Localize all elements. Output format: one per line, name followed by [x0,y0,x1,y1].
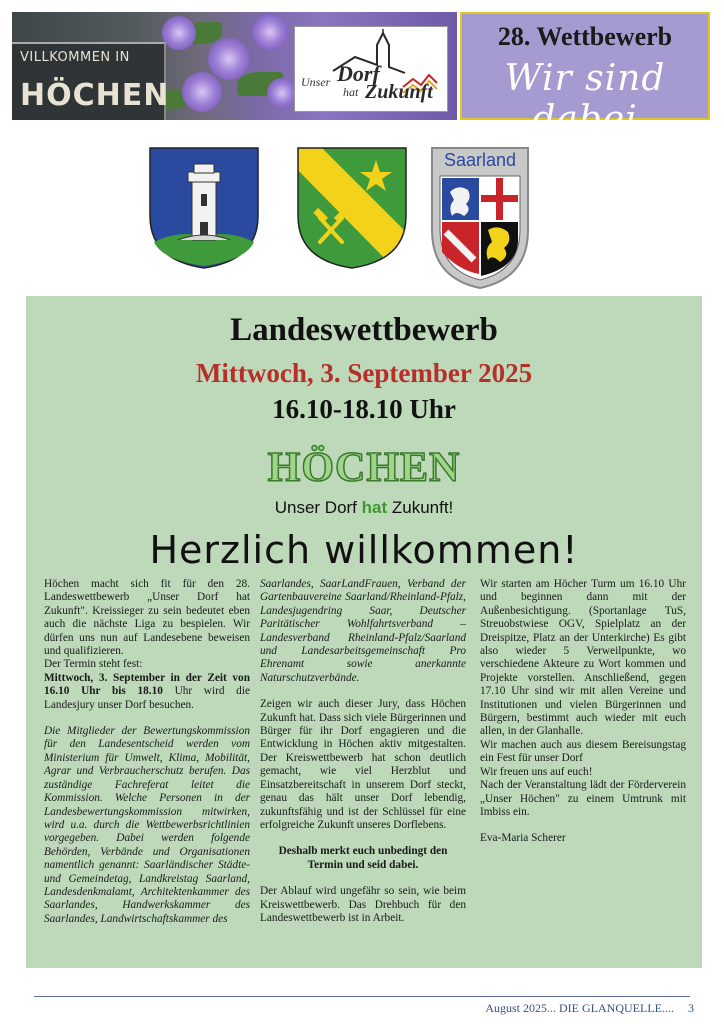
unser-dorf-logo [294,26,448,112]
flower-decoration [267,78,297,108]
logo-unser: Unser [301,75,331,89]
paragraph: Saarlandes, SaarLandFrauen, Verband der Gartenbauvereine Saarland/Rheinland-Pfalz, Landesjugendring Saar, Deutscher Paritätischer Wohlfahrtsverband – Landesverband Rheinland-Pfalz/Saarland und Landesarbeitsgemeinschaft Pro Ehrenamt sowie anerkannte Naturschutzverbände. [260,578,466,684]
paragraph-rest: Uhr wird die Landesjury unser Dorf besuchen. [44,685,250,711]
village-sign-photo [12,12,457,120]
date-emphasis: Mittwoch, 3. September in der Zeit von 16.10 Uhr bis 18.10 [44,671,250,698]
motto-hat: hat [361,498,388,517]
logo-hat: hat [343,85,359,99]
logo-zukunft: Zukunft [365,81,433,103]
text-column-1 [44,578,250,926]
sign-line1: VILLKOMMEN IN [20,50,130,65]
motto-pre: Unser Dorf [274,498,362,517]
text-column-3 [480,578,686,846]
paragraph: Wir starten am Höcher Turm um 16.10 Uhr und beginnen dann mit der Außenbesichtigung. (Sportanlage TuS, Streuobstwiese OGV, Spielplatz an der Dreispitze, Platz an der Unterkirche) Es gibt also wieder 5 Verweilpunkte, wo verschiedene Akteure zu Wort kommen und Projekte vorstellen. Anschließend, gegen 17.10 Uhr sind wir mit allen Vereine und Institutionen und vielen Bürgerinnen und Bürgern, bestimmt auch wieder mit euch allen, in der Glanhalle. [480,578,686,738]
village-name: HÖCHEN [267,445,461,491]
logo-dorf: Dorf [337,61,380,86]
paragraph [44,672,250,712]
paragraph: Wir machen auch aus diesem Bereisungstag ein Fest für unser Dorf [480,738,686,765]
coats-of-arms [0,140,724,290]
paragraph: Deshalb merkt euch unbedingt den Termin und seid dabei. [278,845,448,871]
paragraph: Zeigen wir auch dieser Jury, dass Höchen Zukunft hat. Dass sich viele Bürgerinnen und Bürger für ihr Dorf engagieren und die Entwicklung in Höchen aktiv mitgestalten. Der Kreiswettbewerb hat schon deutlich gemacht, wie viel Herzblut und Einsatzbereitschaft in unserem Dorf steckt, genau das hält unser Dorf lebendig, zukunftsfähig und ist der Schlüssel für eine erfolgreiche Zukunft unseres Dorflebens. [260,698,466,831]
flower-decoration [252,14,288,50]
contest-title: 28. Wettbewerb [497,22,673,51]
paragraph: Nach der Veranstaltung lädt der Förderverein „Unser Höchen" zu einem Umtrunk mit Imbiss ein. [480,779,686,818]
contest-subtitle: Wir sind dabei [504,58,666,140]
text-column-2 [260,578,466,925]
page-number: 3 [688,1001,694,1015]
event-date: Mittwoch, 3. September 2025 [195,358,533,388]
motto [26,498,702,518]
announcement-panel [26,296,702,968]
hoechen-tower-crest-icon [148,146,260,270]
saarland-label: Saarland [443,150,517,170]
sign-line2: HÖCHEN [20,78,170,113]
footer [485,1001,694,1016]
welcome-heading: Herzlich willkommen! [149,528,579,572]
paragraph: Der Termin steht fest: [44,658,143,671]
paragraph: Höchen macht sich fit für den 28. Landeswettbewerb „Unser Dorf hat Zukunft". Kreissieger zu sein bedeutet eben auch die nächste Liga zu bespielen. Wir dürfen uns nun auf Landesebene beweisen und qualifizieren. [44,578,250,658]
event-time: 16.10-18.10 Uhr [272,394,456,424]
village-sign [12,42,170,120]
flower-decoration [182,72,222,112]
issue-label: August 2025... DIE GLANQUELLE.... [485,1001,674,1015]
flower-decoration [162,16,196,50]
paragraph: Die Mitglieder der Bewertungskommission für den Landesentscheid werden vom Ministerium für Umwelt, Klima, Mobilität, Agrar und Verbraucherschutz berufen. Das zuständige Fachreferat leitet die Kommission. Welche Personen in der Landesbewertungskommission mitwirken, wird u.a. durch die Wettbewerbsrichtlinien vorgegeben. Dabei werden folgende Behörden, Verbände und Organisationen namentlich genannt: Saarländischer Städte- und Gemeindetag, Landkreistag Saarland, Landesdenkmalamt, Architektenkammer des Saarlandes, Handwerkskammer des Saarlandes, Landwirtschaftskammer des [44,725,250,925]
paragraph: Der Ablauf wird ungefähr so sein, wie beim Kreiswettbewerb. Das Drehbuch für den Landeswettbewerb ist in Arbeit. [260,885,466,924]
contest-box [460,12,710,140]
mining-star-crest-icon [296,146,408,270]
flower-decoration [208,38,250,80]
footer-divider [34,996,690,997]
headline: Landeswettbewerb [230,312,498,348]
header-banner [12,12,710,140]
author-signature: Eva-Maria Scherer [480,832,566,845]
paragraph: Wir freuen uns auf euch! [480,765,593,778]
motto-post: Zukunft! [387,498,454,517]
